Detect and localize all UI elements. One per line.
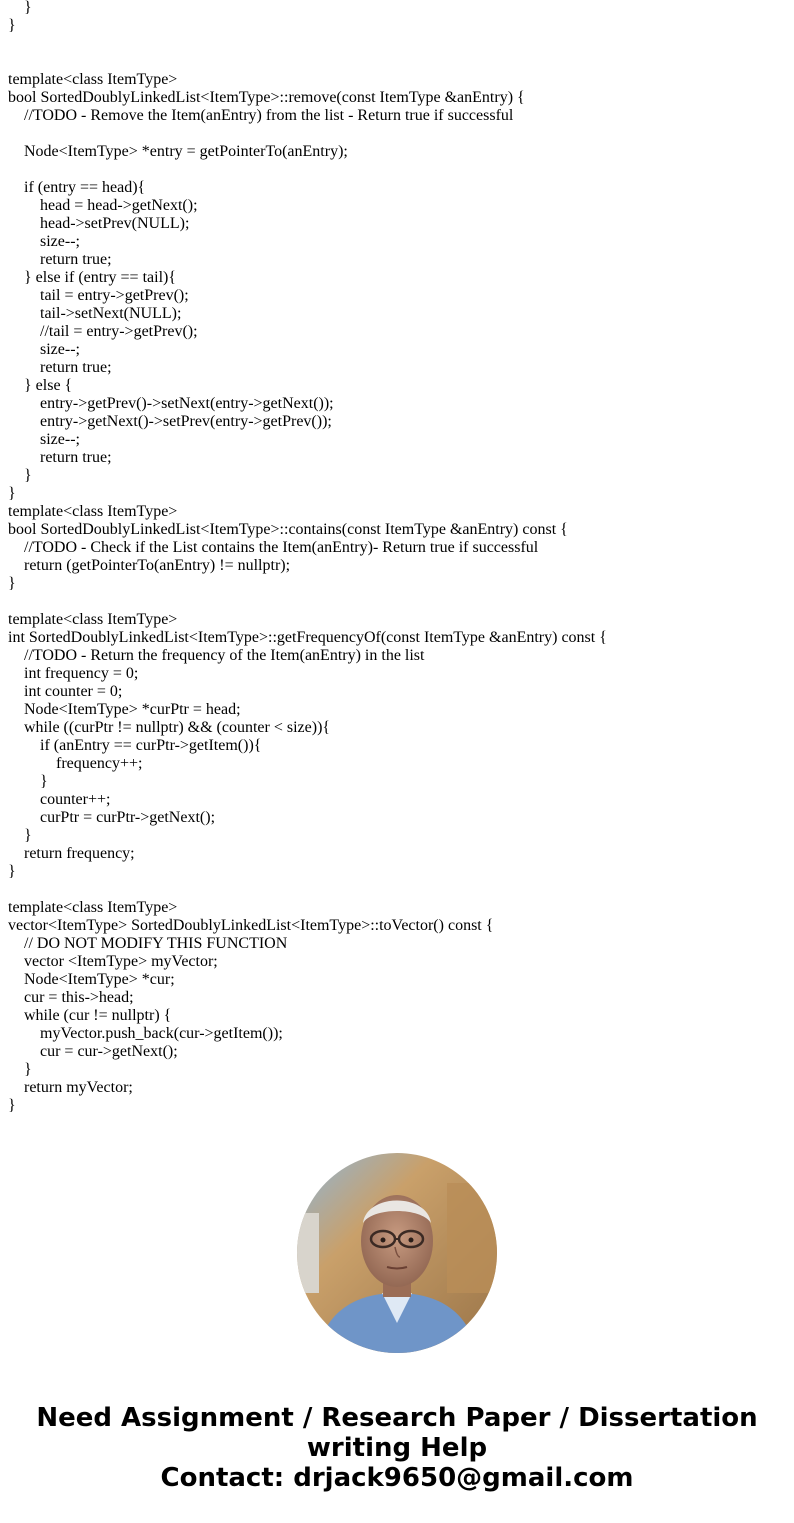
code-line: Node<ItemType> *entry = getPointerTo(anEntry); <box>8 143 348 160</box>
code-line: template<class ItemType> <box>8 899 178 916</box>
code-line: return true; <box>8 251 112 268</box>
code-line: } <box>8 1097 16 1114</box>
code-line <box>8 161 788 179</box>
code-line: int counter = 0; <box>8 683 123 700</box>
code-line <box>8 35 788 53</box>
code-line: } <box>8 827 32 844</box>
code-line <box>8 881 788 899</box>
code-line: size--; <box>8 233 80 250</box>
code-line: myVector.push_back(cur->getItem()); <box>8 1025 283 1042</box>
code-line: //tail = entry->getPrev(); <box>8 323 198 340</box>
code-line: cur = this->head; <box>8 989 134 1006</box>
code-line: int SortedDoublyLinkedList<ItemType>::getFrequencyOf(const ItemType &anEntry) const { <box>8 629 607 646</box>
code-line: } <box>8 17 16 34</box>
code-line: while (cur != nullptr) { <box>8 1007 172 1024</box>
code-line: tail = entry->getPrev(); <box>8 287 189 304</box>
code-line: size--; <box>8 341 80 358</box>
code-line: counter++; <box>8 791 111 808</box>
code-line: head->setPrev(NULL); <box>8 215 190 232</box>
code-line: tail->setNext(NULL); <box>8 305 182 322</box>
code-line: cur = cur->getNext(); <box>8 1043 178 1060</box>
code-line: return (getPointerTo(anEntry) != nullptr); <box>8 557 291 574</box>
banner-line-2: writing Help <box>306 1433 488 1463</box>
code-line: int frequency = 0; <box>8 665 139 682</box>
code-line: } <box>8 467 32 484</box>
code-line: size--; <box>8 431 80 448</box>
author-avatar <box>297 1153 497 1353</box>
code-line: } <box>8 863 16 880</box>
code-line: vector<ItemType> SortedDoublyLinkedList<ItemType>::toVector() const { <box>8 917 494 934</box>
code-line: } <box>8 0 32 16</box>
code-line: } <box>8 1061 32 1078</box>
author-photo <box>297 1153 497 1353</box>
code-line: //TODO - Remove the Item(anEntry) from the list - Return true if successful <box>8 107 514 124</box>
code-line: //TODO - Check if the List contains the Item(anEntry)- Return true if successful <box>8 539 539 556</box>
banner-line-1: Need Assignment / Research Paper / Dissertation <box>36 1403 758 1433</box>
code-line: return myVector; <box>8 1079 133 1096</box>
code-line: } <box>8 485 16 502</box>
code-line: curPtr = curPtr->getNext(); <box>8 809 216 826</box>
code-line: template<class ItemType> <box>8 611 178 628</box>
code-line: entry->getPrev()->setNext(entry->getNext()); <box>8 395 334 412</box>
code-line: template<class ItemType> <box>8 71 178 88</box>
code-line: Node<ItemType> *curPtr = head; <box>8 701 241 718</box>
code-line: return true; <box>8 449 112 466</box>
banner-contact: Contact: drjack9650@gmail.com <box>160 1463 634 1493</box>
code-line: vector <ItemType> myVector; <box>8 953 218 970</box>
code-line: if (entry == head){ <box>8 179 146 196</box>
code-line <box>8 53 788 71</box>
code-line: while ((curPtr != nullptr) && (counter < size)){ <box>8 719 331 736</box>
code-line: } else if (entry == tail){ <box>8 269 177 286</box>
code-line: Node<ItemType> *cur; <box>8 971 175 988</box>
code-line: entry->getNext()->setPrev(entry->getPrev()); <box>8 413 332 430</box>
code-line: template<class ItemType> <box>8 503 178 520</box>
code-line: return frequency; <box>8 845 135 862</box>
code-line <box>8 593 788 611</box>
code-line: } <box>8 575 16 592</box>
code-block <box>8 0 788 1115</box>
code-line: // DO NOT MODIFY THIS FUNCTION <box>8 935 288 952</box>
code-line: head = head->getNext(); <box>8 197 198 214</box>
code-line: //TODO - Return the frequency of the Item(anEntry) in the list <box>8 647 425 664</box>
contact-banner <box>0 1403 794 1493</box>
code-line: } else { <box>8 377 73 394</box>
code-line: bool SortedDoublyLinkedList<ItemType>::remove(const ItemType &anEntry) { <box>8 89 525 106</box>
code-line: if (anEntry == curPtr->getItem()){ <box>8 737 262 754</box>
code-line <box>8 125 788 143</box>
code-line: } <box>8 773 48 790</box>
code-line: return true; <box>8 359 112 376</box>
code-line: frequency++; <box>8 755 143 772</box>
code-line: bool SortedDoublyLinkedList<ItemType>::contains(const ItemType &anEntry) const { <box>8 521 568 538</box>
